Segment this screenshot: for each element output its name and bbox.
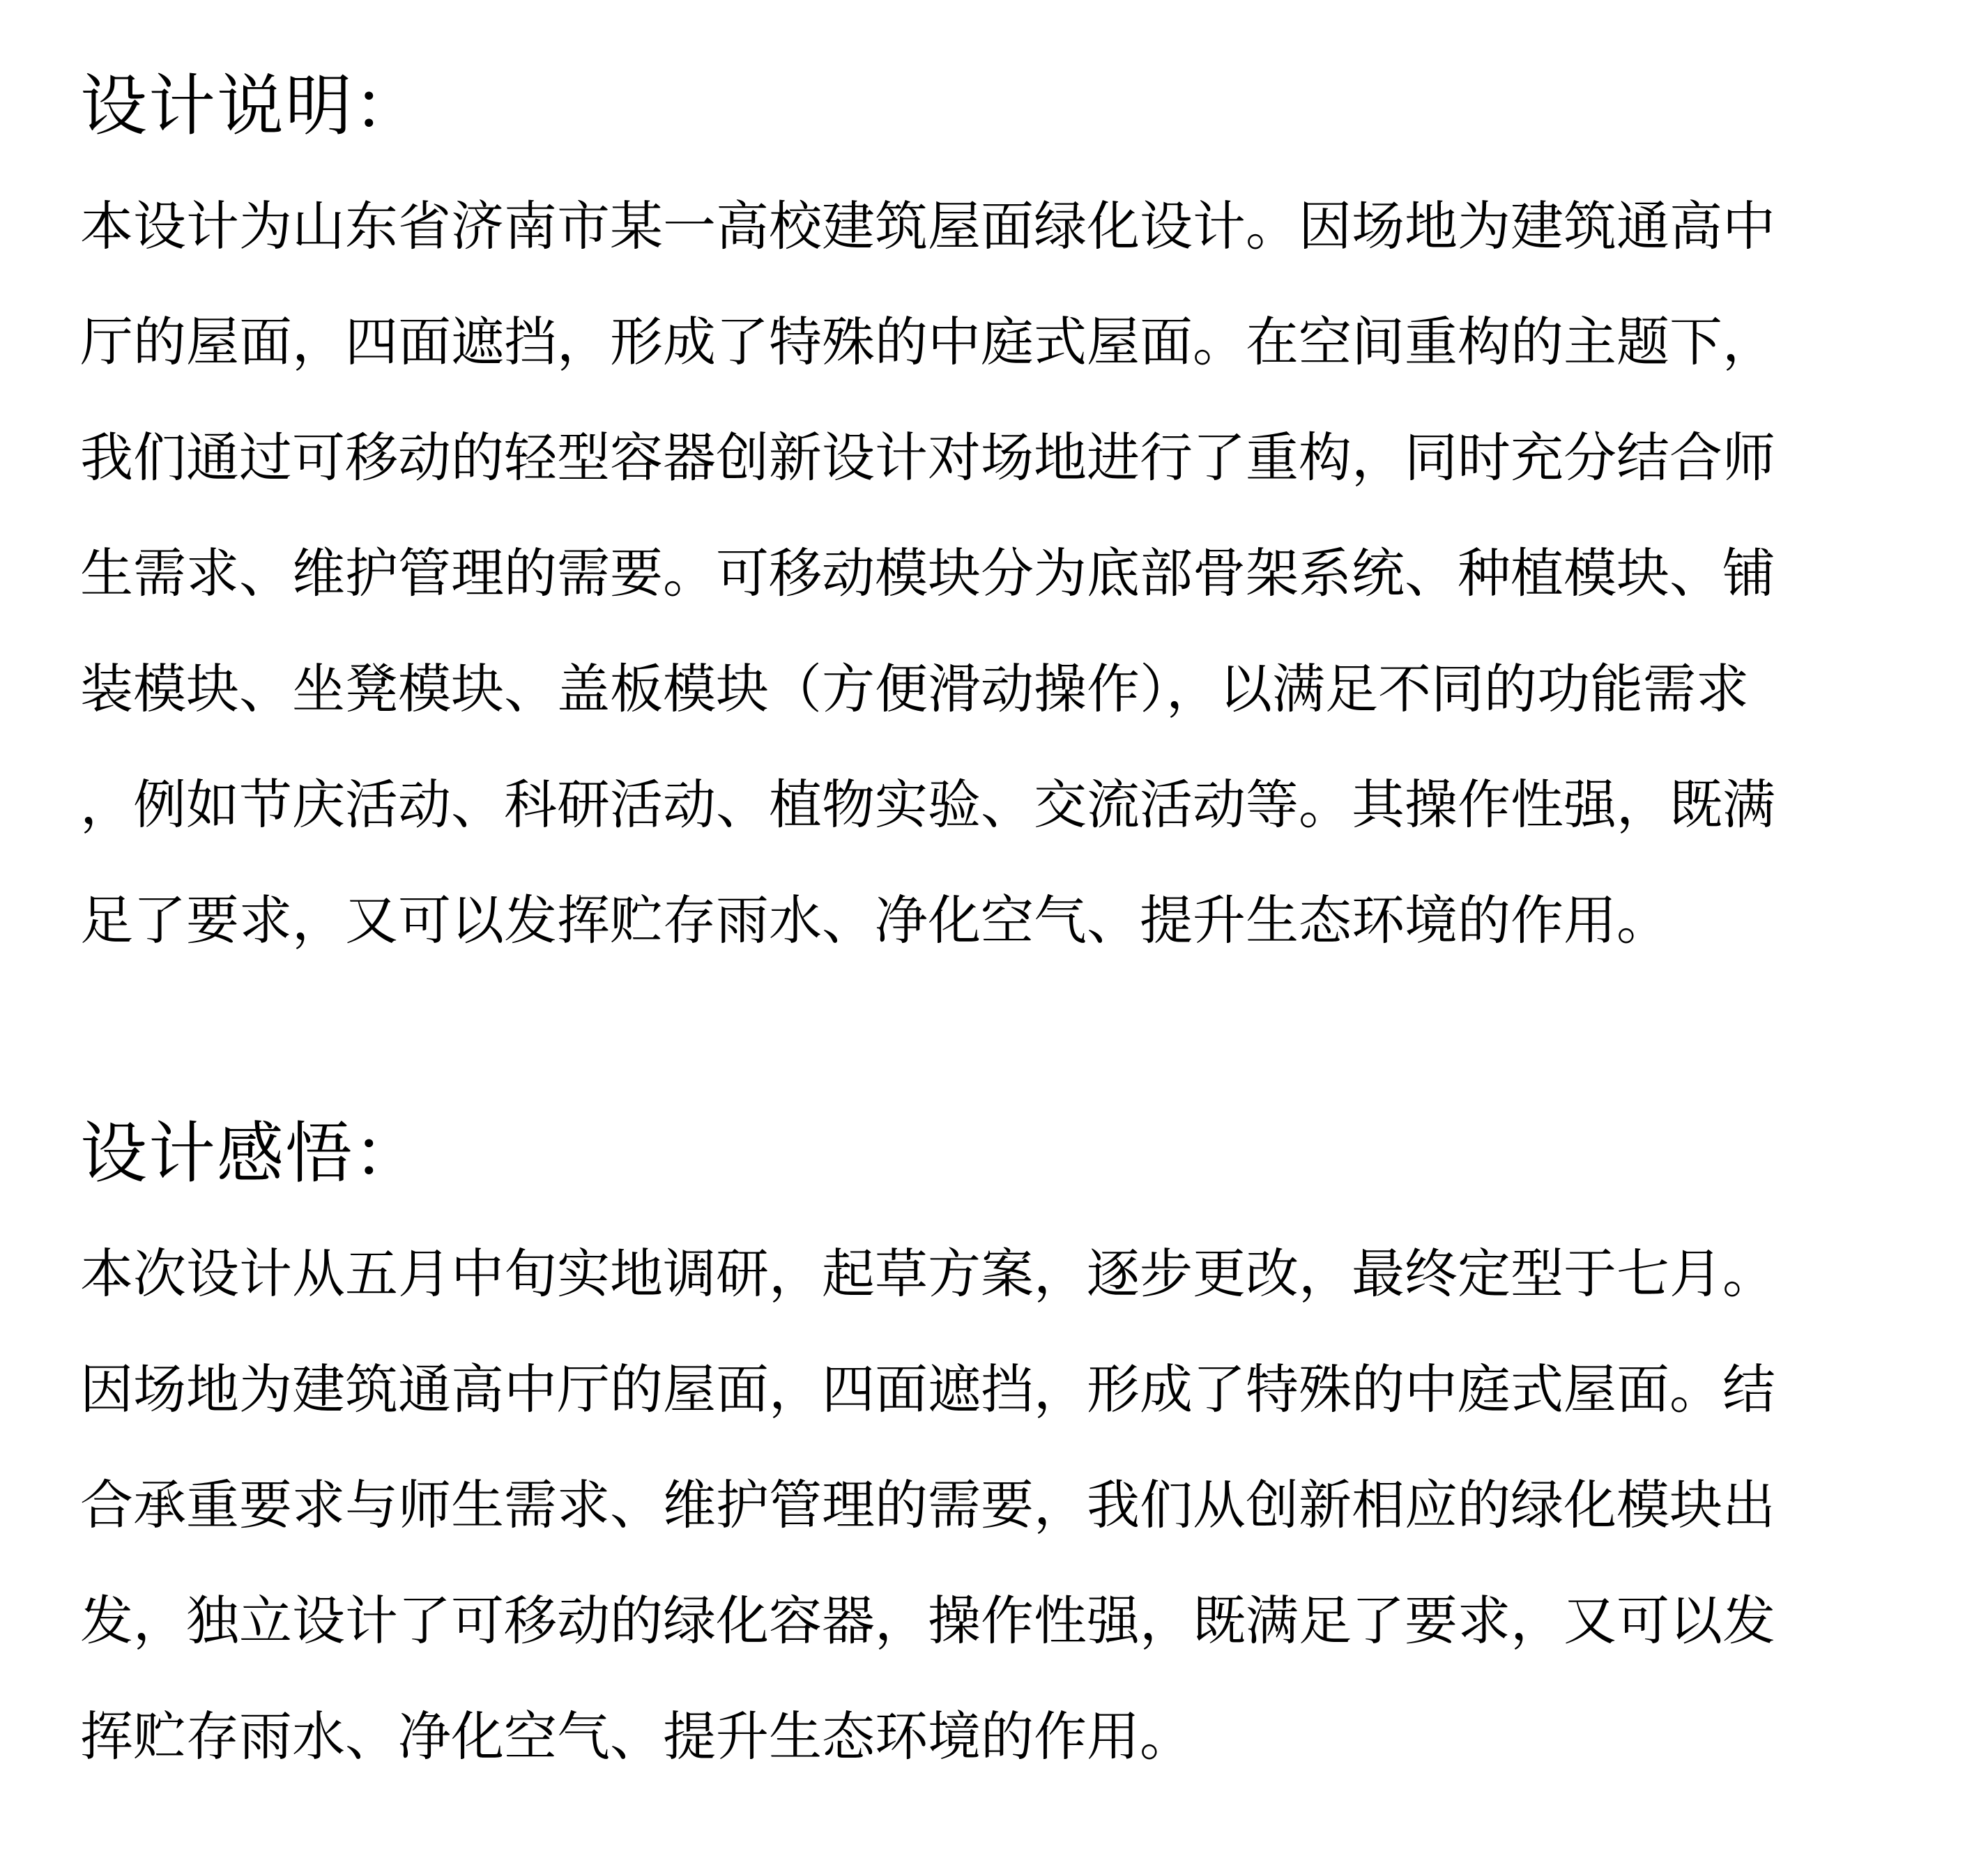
paragraph-line: 我们通过可移动的轻型容器创新设计对场地进行了重构，同时充分结合师 [80,427,1775,489]
paragraph-line: 装模块、坐凳模块、盖板模块（方便滑动操作），以满足不同的功能需求 [80,658,1749,720]
design-reflection-body [80,1216,1948,1795]
design-description-section [80,64,1948,978]
paragraph-line: 足了要求，又可以发挥贮存雨水、净化空气、提升生态环境的作用。 [80,889,1669,951]
paragraph-line: 合承重要求与师生需求、维护管理的需要，我们从创新相应的绿化模块出 [80,1474,1775,1536]
design-description-heading: 设计说明： [80,67,422,145]
design-reflection-section [80,1112,1948,1795]
paragraph-line: 本次设计从五月中旬实地调研，起草方案，逐步更改，最终定型于七月。 [80,1243,1775,1305]
paragraph-line: 本设计为山东省济南市某一高校建筑屋面绿化设计。因场地为建筑通高中 [80,195,1775,257]
design-reflection-heading: 设计感悟： [80,1114,422,1192]
paragraph-line: 生需求、维护管理的需要。可移动模块分为底部骨架系统、种植模块、铺 [80,542,1775,604]
paragraph-line: 发，独立设计了可移动的绿化容器，操作性强，既满足了要求，又可以发 [80,1590,1775,1652]
design-description-body [80,169,1948,978]
paragraph-line: 厅的屋面，四面遮挡，形成了特殊的中庭式屋面。在空间重构的主题下， [80,311,1775,373]
paragraph-line: 因场地为建筑通高中厅的屋面，四面遮挡，形成了特殊的中庭式屋面。结 [80,1358,1775,1420]
paragraph-line: ，例如节庆活动、科研活动、植物实验、交流活动等。其操作性强，既满 [80,774,1775,836]
paragraph-line: 挥贮存雨水、净化空气、提升生态环境的作用。 [80,1705,1193,1767]
